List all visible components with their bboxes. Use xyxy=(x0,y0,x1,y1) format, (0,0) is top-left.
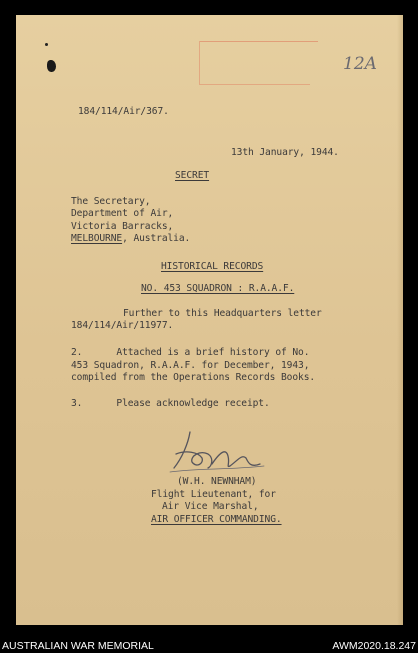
addressee-line-2: Department of Air, xyxy=(71,208,174,219)
signatory-rank: Flight Lieutenant, for xyxy=(151,489,276,500)
para3: 3. Please acknowledge receipt. xyxy=(71,398,270,409)
stamp-outline-top xyxy=(200,41,318,42)
punch-hole xyxy=(47,60,56,72)
para2-line-1: 2. Attached is a brief history of No. xyxy=(71,347,310,358)
addressee-line-1: The Secretary, xyxy=(71,196,151,207)
addressee-line-3: Victoria Barracks, xyxy=(71,221,174,232)
footer-catalogue-number: AWM2020.18.247 xyxy=(332,640,416,652)
subject-heading: HISTORICAL RECORDS xyxy=(161,261,264,272)
signatory-name: (W.H. NEWNHAM) xyxy=(177,476,257,487)
page-edge-shadow xyxy=(397,15,403,625)
handwritten-signature xyxy=(168,428,268,476)
footer-institution: AUSTRALIAN WAR MEMORIAL xyxy=(2,640,154,652)
signatory-for: Air Vice Marshal, xyxy=(162,501,259,512)
addressee-line-4 xyxy=(71,233,190,244)
pencil-annotation: 12A xyxy=(343,54,377,74)
addressee-country: , Australia. xyxy=(122,233,191,244)
reference-number: 184/114/Air/367. xyxy=(78,106,169,117)
para1-line-1: Further to this Headquarters letter xyxy=(123,308,322,319)
stamp-outline-left xyxy=(199,41,200,85)
letter-date: 13th January, 1944. xyxy=(231,147,339,158)
stamp-outline-bottom xyxy=(200,84,310,85)
para1-line-2: 184/114/Air/11977. xyxy=(71,320,174,331)
para2-line-2: 453 Squadron, R.A.A.F. for December, 1943, xyxy=(71,360,310,371)
signatory-title: AIR OFFICER COMMANDING. xyxy=(151,514,282,525)
staple-mark xyxy=(45,43,48,46)
addressee-city: MELBOURNE xyxy=(71,233,123,244)
subject-squadron: NO. 453 SQUADRON : R.A.A.F. xyxy=(141,283,295,294)
para2-line-3: compiled from the Operations Records Books. xyxy=(71,372,316,383)
classification: SECRET xyxy=(175,170,210,181)
